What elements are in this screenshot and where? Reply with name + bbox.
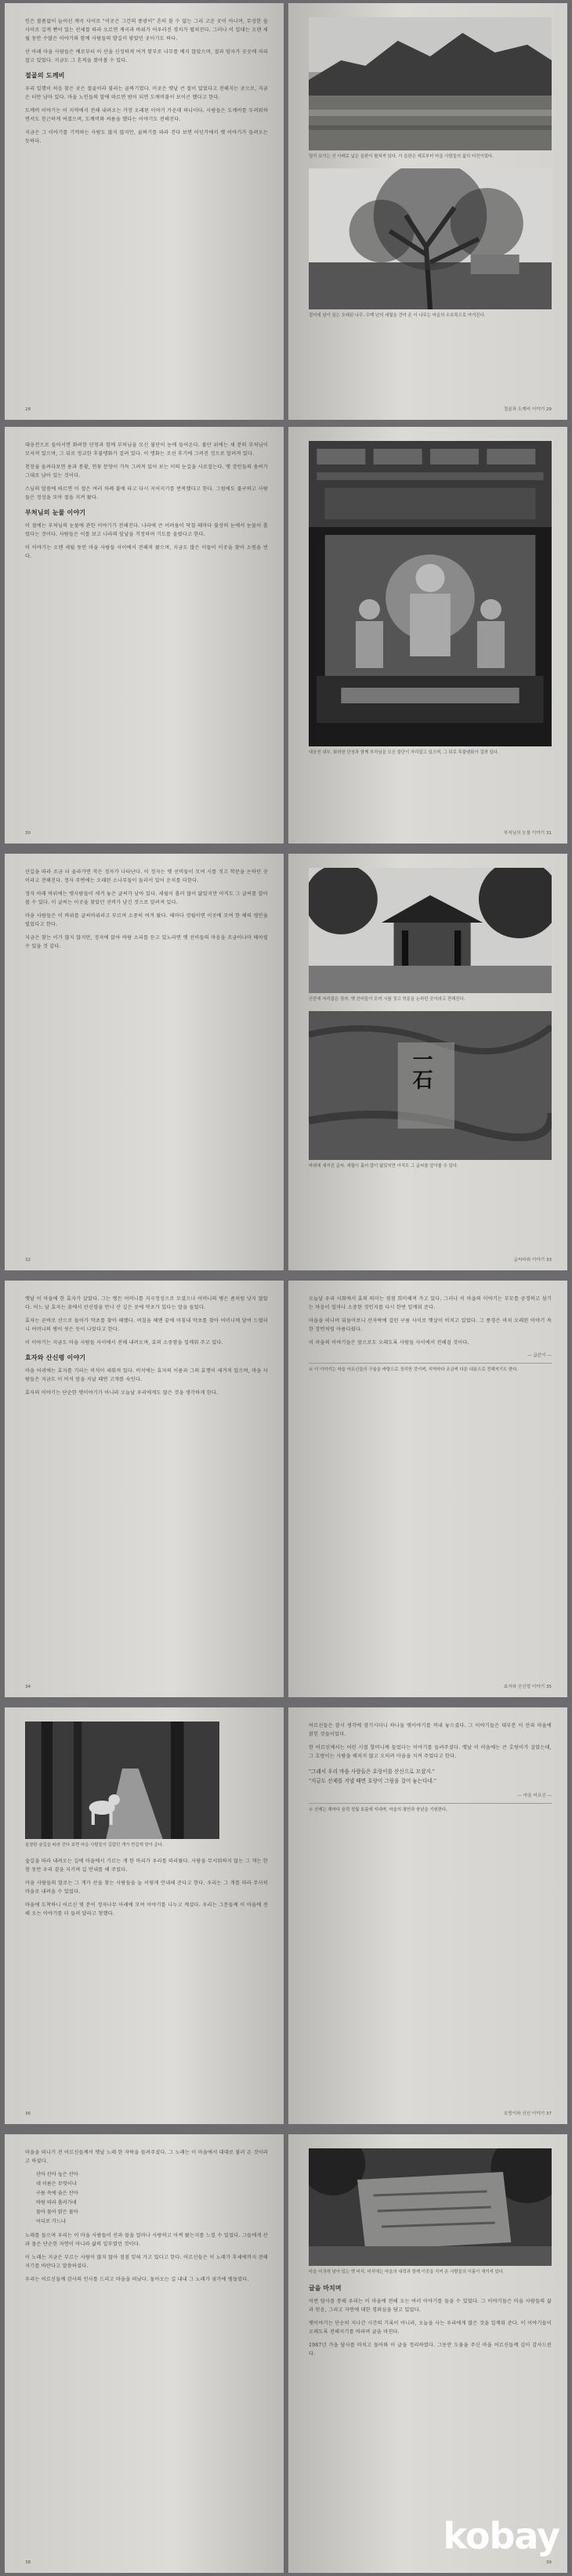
song-line: 네 이름은 무엇이냐	[36, 2181, 77, 2187]
page-number: 절골과 도깨비 이야기 29	[503, 407, 552, 412]
page-number: 36	[25, 2112, 31, 2116]
body-text	[309, 2297, 552, 2358]
photo-caption: 산중에 자리잡은 정자. 옛 선비들이 모여 시를 짓고 학문을 논하던 곳이라고 전해진다.	[309, 997, 465, 1002]
right-page	[288, 3, 567, 420]
photo-caption: 대웅전 내부. 화려한 단청과 함께 부처님을 모신 불단이 자리잡고 있으며, 그 뒤로 후불탱화가 걸려 있다.	[309, 750, 499, 755]
section-heading: 글을 마치며	[309, 2284, 342, 2292]
paragraph: 1987년 가을 답사를 마치고 돌아와 이 글을 정리하였다. 그동안 도움을 주신 마을 어르신들께 깊이 감사드린다.	[309, 2342, 552, 2357]
page-number: 38	[25, 2560, 31, 2565]
dialogue-line: "지금도 산제를 지낼 때면 호랑이 그림을 걸어 놓는다네."	[309, 1778, 436, 1784]
inscribed-rock-photo	[309, 1011, 552, 1160]
folk-song	[25, 2170, 268, 2227]
paragraph: 지금은 그 이야기를 기억하는 사람도 많지 않지만, 골짜기를 따라 걷다 보면 어딘가에서 옛 이야기가 들려오는 듯하다.	[25, 130, 268, 144]
page-number: 글씨바위 이야기 33	[513, 1258, 552, 1263]
author-credit: — 마을 어르신 —	[517, 1794, 552, 1798]
page-number: 32	[25, 1258, 31, 1263]
paragraph: 도깨비 이야기는 이 지역에서 전해 내려오는 가장 오래된 이야기 가운데 하나이다. 사람들은 도깨비를 두려워하면서도 친근하게 여겼으며, 도깨비와 씨름을 했다는 이야기도 전해진다.	[25, 108, 268, 122]
page-number: 부처님의 눈물 이야기 31	[503, 831, 552, 836]
body-text	[25, 868, 268, 951]
paragraph: 오늘날 우리 사회에서 효의 의미는 점점 희미해져 가고 있다. 그러나 이 마을의 이야기는 부모를 공경하고 섬기는 마음이 얼마나 소중한 것인지를 다시 한번 일깨워 준다.	[309, 1296, 552, 1310]
paragraph: 마을에 도착하니 어르신 몇 분이 정자나무 아래에 모여 이야기를 나누고 계셨다. 우리는 그분들께 이 마을에 전해 오는 이야기를 더 들려 달라고 청했다.	[25, 1902, 268, 1917]
paragraph: 어르신들은 잠시 생각에 잠기시더니 하나둘 옛이야기를 꺼내 놓으셨다. 그 이야기들은 대부분 이 산과 마을에 얽힌 것들이었다.	[309, 1723, 552, 1737]
paragraph: 마을 어귀에는 효자를 기리는 비석이 세워져 있다. 비석에는 효자의 이름과 그의 효행이 새겨져 있으며, 마을 사람들은 지금도 이 비석 앞을 지날 때면 고개를 숙인다.	[25, 1368, 268, 1382]
spread-2	[5, 427, 567, 844]
photo-caption: 바위에 새겨진 글씨. 세월이 흘러 많이 닳았지만 아직도 그 글씨를 알아볼 수 있다.	[309, 1163, 458, 1169]
tree-photo	[309, 168, 552, 309]
paragraph: 정자 아래 바위에는 옛사람들이 새겨 놓은 글씨가 남아 있다. 세월이 흘러 많이 닳았지만 아직도 그 글씨를 알아볼 수 있다. 이 글씨는 이곳을 찾았던 선비가 남긴 것으로 알려져 있다.	[25, 891, 268, 905]
paragraph: 노래를 들으며 우리는 이 마을 사람들이 산과 물을 얼마나 사랑하고 아껴 왔는지를 느낄 수 있었다. 그들에게 산과 물은 단순한 자연이 아니라 삶의 일부였던 것이다.	[25, 2233, 268, 2247]
paragraph: 이 절에는 부처님의 눈물에 관한 이야기가 전해진다. 나라에 큰 어려움이 닥칠 때마다 불상의 눈에서 눈물이 흘렀다는 것이다. 사람들은 이를 보고 나라의 앞날을 걱정하며 기도를 올렸다고 한다.	[25, 523, 268, 537]
song-line: 바람 따라 흘러가네	[36, 2200, 77, 2206]
right-page	[288, 2134, 567, 2573]
left-page	[5, 427, 284, 844]
right-page	[288, 1707, 567, 2124]
photo-caption: 멀리 보이는 산 아래로 넓은 들판이 펼쳐져 있다. 이 들판은 예로부터 마을 사람들의 삶의 터전이었다.	[309, 154, 494, 159]
left-page	[5, 3, 284, 420]
body-text	[25, 2231, 268, 2284]
paragraph: 효자는 곧바로 산으로 들어가 약초를 찾아 헤맸다. 며칠을 헤맨 끝에 마침내 약초를 찾아 어머니께 달여 드렸더니 어머니의 병이 씻은 듯이 나았다고 한다.	[25, 1318, 268, 1332]
spread-6	[5, 2134, 567, 2573]
paragraph: 인은 볼품없이 늘어선 계곡 사이로 "이곳은 그간의 풍광이" 흔히 볼 수 없는 그리 고운 곳이 아니며, 무성한 숲 사이로 길게 뻗어 있는 산세를 따라 오르면 계곡과 바위가 어우러진 경치가 펼쳐진다. 그러나 이 일대는 오랜 세월 동안 수많은 이야기와 함께 사람들의 발길이 닿았던 곳이기도 하다.	[25, 19, 268, 42]
paragraph: 이번 답사를 통해 우리는 이 마을에 전해 오는 여러 이야기를 들을 수 있었다. 그 이야기들은 마을 사람들의 삶과 믿음, 그리고 자연에 대한 경외심을 담고 있었다.	[309, 2298, 552, 2313]
body-text	[309, 1722, 552, 1761]
song-line: 산아 산아 높은 산아	[36, 2172, 78, 2177]
song-line: 구름 속에 숨은 산아	[36, 2191, 78, 2196]
body-text	[25, 441, 268, 561]
section-heading: 효자와 산신령 이야기	[25, 1354, 86, 1361]
paragraph: 산 아래 마을 사람들은 예로부터 이 산을 신성하게 여겨 함부로 나무를 베지 않았으며, 절과 암자가 곳곳에 자리잡고 있었다. 지금도 그 흔적을 찾아볼 수 있다.	[25, 49, 268, 63]
body-text	[25, 2148, 268, 2166]
paragraph: 마을을 떠나기 전 어르신들께서 옛날 노래 한 자락을 들려주셨다. 그 노래는 이 마을에서 대대로 불러 온 것이라고 하셨다.	[25, 2150, 268, 2164]
paragraph: 우리 일행이 처음 찾은 곳은 절골이라 불리는 골짜기였다. 이곳은 옛날 큰 절이 있었다고 전해지는 곳으로, 지금은 터만 남아 있다. 마을 노인들의 말에 따르면 밤이 되면 도깨비불이 보이곤 했다고 한다.	[25, 86, 268, 100]
paragraph: 스님의 말씀에 따르면 이 절은 여러 차례 불에 타고 다시 지어지기를 반복했다고 한다. 그럼에도 불구하고 사람들은 정성을 모아 절을 지켜 왔다.	[25, 486, 268, 500]
rock-inscription: 一石	[409, 1048, 433, 1089]
page-number: 효자와 산신령 이야기 35	[503, 1685, 552, 1689]
watermark-logo: kobay	[443, 2515, 559, 2557]
left-page	[5, 2134, 284, 2573]
paragraph: 대웅전으로 들어서면 화려한 단청과 함께 부처님을 모신 불단이 눈에 들어온다. 불단 위에는 세 분의 부처님이 모셔져 있으며, 그 뒤로 정교한 후불탱화가 걸려 있다. 이 탱화는 조선 후기에 그려진 것으로 알려져 있다.	[25, 443, 268, 457]
right-page	[288, 427, 567, 844]
author-credit: — 글쓴이 —	[527, 1353, 552, 1358]
right-page	[288, 1281, 567, 1697]
song-line: 물아 물아 맑은 물아	[36, 2209, 78, 2215]
paragraph: 천장을 올려다보면 용과 봉황, 연꽃 문양이 가득 그려져 있어 보는 이의 눈길을 사로잡는다. 옛 장인들의 솜씨가 그대로 남아 있는 것이다.	[25, 464, 268, 479]
forest-path-photo	[25, 1722, 219, 1839]
left-page	[5, 854, 284, 1270]
paragraph: 숲길을 따라 내려오는 길에 마을에서 기르는 개 한 마리가 우리를 따라왔다. 사람을 무서워하지 않는 그 개는 한참 동안 우리 곁을 지키며 길 안내를 해 주었다.	[25, 1858, 268, 1873]
body-text	[25, 17, 268, 146]
paragraph: 이 이야기는 오랜 세월 동안 마을 사람들 사이에서 전해져 왔으며, 지금도 많은 이들이 이곳을 찾아 소원을 빈다.	[25, 545, 268, 559]
photo-caption: 울창한 숲길을 따라 걷다 보면 마을 사람들이 길렀던 개가 반갑게 맞아 준다.	[25, 1843, 164, 1848]
paragraph: 이 이야기는 지금도 마을 사람들 사이에서 전해 내려오며, 효의 소중함을 일깨워 주고 있다.	[25, 1340, 223, 1346]
spread-3	[5, 854, 567, 1270]
photo-caption: 절터에 남아 있는 오래된 나무. 수백 년의 세월을 견뎌 온 이 나무는 마을의 수호목으로 여겨진다.	[309, 313, 486, 318]
paragraph: 우리는 어르신들께 감사의 인사를 드리고 마을을 떠났다. 돌아오는 길 내내 그 노래가 귓가에 맴돌았다.	[25, 2277, 249, 2282]
paragraph: 마을 사람들은 이 바위를 글씨바위라고 부르며 소중히 여겨 왔다. 해마다 정월이면 이곳에 모여 한 해의 평안을 빌었다고 한다.	[25, 913, 268, 927]
left-page	[5, 1707, 284, 2124]
dialogue-block	[309, 1767, 552, 1786]
spread-5	[5, 1707, 567, 2124]
paragraph: 효자의 이야기는 단순한 옛이야기가 아니라 오늘날 우리에게도 많은 것을 생각하게 한다.	[25, 1390, 219, 1396]
dialogue-line: "그래서 우리 마을 사람들은 호랑이를 산신으로 모셨지."	[309, 1769, 435, 1775]
page-number: 28	[25, 407, 31, 412]
pavilion-photo	[309, 868, 552, 993]
paragraph: 한 어르신께서는 어린 시절 할머니께 들었다는 이야기를 들려주셨다. 옛날 이 마을에는 큰 호랑이가 살았는데, 그 호랑이는 사람을 해치지 않고 오히려 마을을 지켜 주었다고 한다.	[309, 1745, 552, 1759]
section-heading: 절골의 도깨비	[25, 72, 65, 79]
section-heading: 부처님의 눈물 이야기	[25, 509, 86, 516]
footnote: ※ 이 이야기는 마을 어르신들의 구술을 바탕으로 정리한 것이며, 지역마다 조금씩 다른 내용으로 전해지기도 한다.	[309, 1363, 552, 1374]
temple-interior-photo	[309, 441, 552, 746]
paragraph: 이 노래는 지금은 부르는 사람이 많지 않아 점점 잊혀 가고 있다고 한다. 어르신들은 이 노래가 후세에까지 전해지기를 바란다고 말씀하셨다.	[25, 2255, 268, 2269]
left-page	[5, 1281, 284, 1697]
paragraph: 이 마을의 이야기들은 앞으로도 오래도록 사람들 사이에서 전해질 것이다.	[309, 1340, 469, 1346]
page-number: 39	[545, 2560, 552, 2565]
paragraph: 산길을 따라 조금 더 올라가면 작은 정자가 나타난다. 이 정자는 옛 선비들이 모여 시를 짓고 학문을 논하던 곳이라고 전해진다. 정자 주변에는 오래된 소나무들이 둘러서 있어 운치를 더한다.	[25, 869, 268, 883]
photo-caption: 마을 어귀에 남아 있는 옛 비석. 비석에는 마을의 내력과 함께 이곳을 지켜 온 사람들의 이름이 새겨져 있다.	[309, 2270, 505, 2274]
right-page	[288, 854, 567, 1270]
page-number: 호랑이와 산신 이야기 37	[503, 2112, 552, 2116]
page-number: 34	[25, 1685, 31, 1689]
spread-1	[5, 3, 567, 420]
stone-monument-photo	[309, 2148, 552, 2266]
body-text	[25, 1857, 268, 1918]
body-text	[25, 1295, 268, 1397]
paragraph: 지금은 찾는 이가 많지 않지만, 정자에 앉아 바람 소리를 듣고 있노라면 옛 선비들의 마음을 조금이나마 헤아릴 수 있을 것 같다.	[25, 935, 268, 949]
paragraph: 옛날 이 마을에 한 효자가 살았다. 그는 병든 어머니를 지극정성으로 모셨으나 어머니의 병은 좀처럼 낫지 않았다. 어느 날 효자는 꿈에서 산신령을 만나 산 깊은 곳에 약초가 있다는 말을 들었다.	[25, 1296, 268, 1310]
paragraph: 마을 사람들의 말로는 그 개가 산을 찾는 사람들을 늘 이렇게 안내해 준다고 한다. 우리는 그 개를 따라 무사히 마을로 내려올 수 있었다.	[25, 1880, 268, 1895]
spread-4	[5, 1281, 567, 1697]
song-line: 어디로 가느냐	[36, 2219, 66, 2224]
paragraph: 마을을 떠나며 뒤돌아보니 산자락에 걸린 구름 사이로 햇살이 비치고 있었다. 그 풍경은 마치 오래된 이야기 속 한 장면처럼 아름다웠다.	[309, 1318, 552, 1332]
body-text	[309, 1295, 552, 1347]
footnote: ※ 산제는 해마다 음력 정월 보름에 지내며, 마을의 평안과 풍년을 기원한다.	[309, 1803, 552, 1814]
page-number: 30	[25, 831, 31, 836]
paragraph: 옛이야기는 단순히 지나간 시간의 기록이 아니라, 오늘을 사는 우리에게 많은 것을 일깨워 준다. 이 이야기들이 오래도록 전해지기를 바라며 글을 마친다.	[309, 2320, 552, 2335]
landscape-photo	[309, 17, 552, 150]
